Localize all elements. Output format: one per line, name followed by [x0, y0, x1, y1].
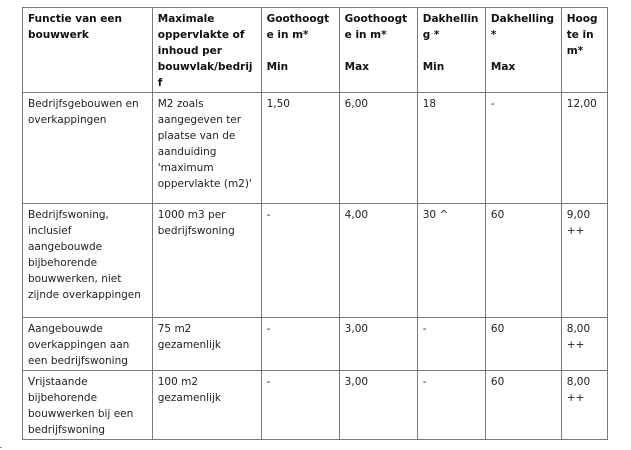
table-cell: 18 — [417, 93, 485, 204]
header-dakhelling-min: Dakhelling * Min — [417, 8, 485, 93]
table-cell: - — [261, 371, 339, 440]
table-cell: 9,00 ++ — [561, 204, 607, 318]
header-goothoogte-min: Goothoogte in m* Min — [261, 8, 339, 93]
table-cell: 60 — [485, 204, 561, 318]
header-dakhelling-max: Dakhelling* Max — [485, 8, 561, 93]
header-row — [23, 8, 608, 93]
table-cell: - — [417, 371, 485, 440]
table-cell: 60 — [485, 318, 561, 371]
header-hoogte: Hoogte in m* — [561, 8, 607, 93]
table-cell: - — [417, 318, 485, 371]
table-cell: - — [261, 318, 339, 371]
table-cell: Aangebouwde overkappingen aan een bedrijfswoning — [23, 318, 153, 371]
table-cell: - — [485, 93, 561, 204]
table-row — [23, 318, 608, 371]
table-row — [23, 204, 608, 318]
table-cell: 100 m2 gezamenlijk — [152, 371, 261, 440]
table-cell: 8,00 ++ — [561, 318, 607, 371]
bouwregels-table — [22, 7, 608, 440]
table-cell: 75 m2 gezamenlijk — [152, 318, 261, 371]
table-cell: 8,00 ++ — [561, 371, 607, 440]
table-cell: 12,00 — [561, 93, 607, 204]
table-cell: M2 zoals aangegeven ter plaatse van de aanduiding 'maximum oppervlakte (m2)' — [152, 93, 261, 204]
page-mark — [0, 447, 2, 448]
table-cell: Vrijstaande bijbehorende bouwwerken bij een bedrijfswoning — [23, 371, 153, 440]
table-cell: 6,00 — [339, 93, 417, 204]
header-sub-min: Min — [266, 61, 289, 73]
header-goothoogte-max: Goothoogte in m* Max — [339, 8, 417, 93]
table-cell: 4,00 — [339, 204, 417, 318]
header-sub-min: Min — [422, 61, 445, 73]
table-cell: - — [261, 204, 339, 318]
table-cell: 60 — [485, 371, 561, 440]
table-cell: 3,00 — [339, 318, 417, 371]
table-cell: Bedrijfsgebouwen en overkappingen — [23, 93, 153, 204]
table-cell: 3,00 — [339, 371, 417, 440]
table-cell: 30 ^ — [417, 204, 485, 318]
table-cell: 1,50 — [261, 93, 339, 204]
table-cell: Bedrijfswoning, inclusief aangebouwde bijbehorende bouwwerken, niet zijnde overkappingen — [23, 204, 153, 318]
header-sub-max: Max — [490, 61, 516, 73]
header-functie: Functie van een bouwwerk — [23, 8, 153, 93]
table-row — [23, 93, 608, 204]
header-maximale-oppervlakte: Maximale oppervlakte of inhoud per bouwvlak/bedrijf — [152, 8, 261, 93]
table-row — [23, 371, 608, 440]
table-cell: 1000 m3 per bedrijfswoning — [152, 204, 261, 318]
header-sub-max: Max — [344, 61, 369, 73]
